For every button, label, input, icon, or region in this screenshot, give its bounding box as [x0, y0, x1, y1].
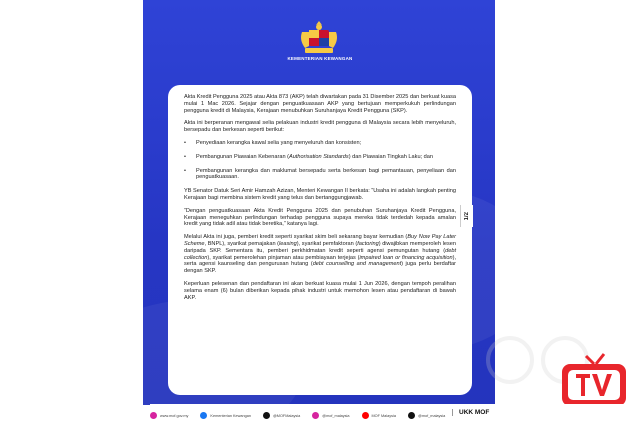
ministry-name: KEMENTERIAN KEWANGAN — [287, 56, 353, 61]
social-link[interactable]: @MOFMalaysia — [263, 412, 300, 419]
paragraph: Melalui Akta ini juga, pemberi kredit seperti syarikat skim beli sekarang bayar kemudian (Buy Now Pay Later Scheme, BNPL), syarikat pemajakan (leasing), syarikat pemfaktoran (factoring) diwajibkan memperoleh lesen daripada SKP. Sementara itu, pemberi perkhidmatan kredit seperti agensi pemungutan hutang (debt collection), syarikat pemerolehan pinjaman atau pembiayaan terjejas (impaired loan or financing acquisition), serta agensi kaunseling dan pengurusan hutang (debt counselling and management) juga perlu berdaftar dengan SKP. — [184, 234, 456, 275]
youtube-icon — [362, 412, 369, 419]
unit-label: UKK MOF — [452, 409, 489, 416]
bullet-list — [184, 140, 456, 181]
page-indicator: 1/2 — [460, 205, 473, 227]
coat-of-arms-icon — [297, 20, 341, 56]
bullet-icon: • — [184, 167, 186, 174]
x-icon — [263, 412, 270, 419]
footer-social-bar — [150, 404, 640, 427]
bullet-icon: • — [184, 139, 186, 146]
social-link[interactable]: @mof_malaysia — [312, 412, 349, 419]
paragraph: Akta Kredit Pengguna 2025 atau Akta 873 (AKP) telah diwartakan pada 31 Disember 2025 dan berkuat kuasa mulai 1 Mac 2026. Sejajar dengan penguatkuasaan AKP yang bertujuan memperkukuh perlindungan pengguna kredit di Malaysia, Kerajaan menubuhkan Suruhanjaya Kredit Pengguna (SKP). — [184, 94, 456, 114]
paragraph: YB Senator Datuk Seri Amir Hamzah Azizan, Menteri Kewangan II berkata: “Usaha ini adalah langkah penting Kerajaan bagi membina sistem kredit yang telus dan bertanggungjawab. — [184, 188, 456, 201]
paragraph: “Dengan penguatkuasaan Akta Kredit Pengguna 2025 dan penubuhan Suruhanjaya Kredit Pengguna, Kerajaan meneguhkan perlindungan terhadap pengguna supaya mereka tidak terdedah kepada amalan kredit yang tidak adil atau tidak beretika,” katanya lagi. — [184, 207, 456, 228]
list-item: • Penyediaan kerangka kawal selia yang menyeluruh dan konsisten; — [184, 139, 362, 146]
instagram-icon — [150, 412, 157, 419]
press-release-body — [184, 94, 456, 307]
social-link[interactable]: MOF Malaysia — [362, 412, 396, 419]
instagram-icon — [312, 412, 319, 419]
social-link[interactable]: @mof_malaysia — [408, 412, 445, 419]
list-item: • Pembangunan Piawaian Kebenaran (Authorisation Standards) dan Piawaian Tingkah Laku; dan — [184, 153, 433, 160]
tv-channel-logo-icon — [556, 352, 632, 408]
paragraph: Akta ini berperanan mengawal selia pelakuan industri kredit pengguna di Malaysia secara lebih menyeluruh, bersepadu dan berkesan seperti berikut: — [184, 120, 456, 134]
list-item: • Pembangunan kerangka dan maklumat bersepadu serta berkesan bagi pemantauan, penyeliaan dan penguatkuasaan. — [184, 167, 456, 181]
facebook-icon — [200, 412, 207, 419]
social-link[interactable]: Kementerian Kewangan — [200, 412, 251, 419]
social-link[interactable]: www.mof.gov.my — [150, 412, 188, 419]
paragraph: Keperluan pelesenan dan pendaftaran ini akan berkuat kuasa mulai 1 Jun 2026, dengan tempoh peralihan selama enam (6) bulan diberikan kepada pihak industri untuk memohon lesen atau pendaftaran di bawah AKP. — [184, 280, 456, 301]
press-release-card — [168, 85, 472, 395]
tiktok-icon — [408, 412, 415, 419]
bullet-icon: • — [184, 153, 186, 160]
